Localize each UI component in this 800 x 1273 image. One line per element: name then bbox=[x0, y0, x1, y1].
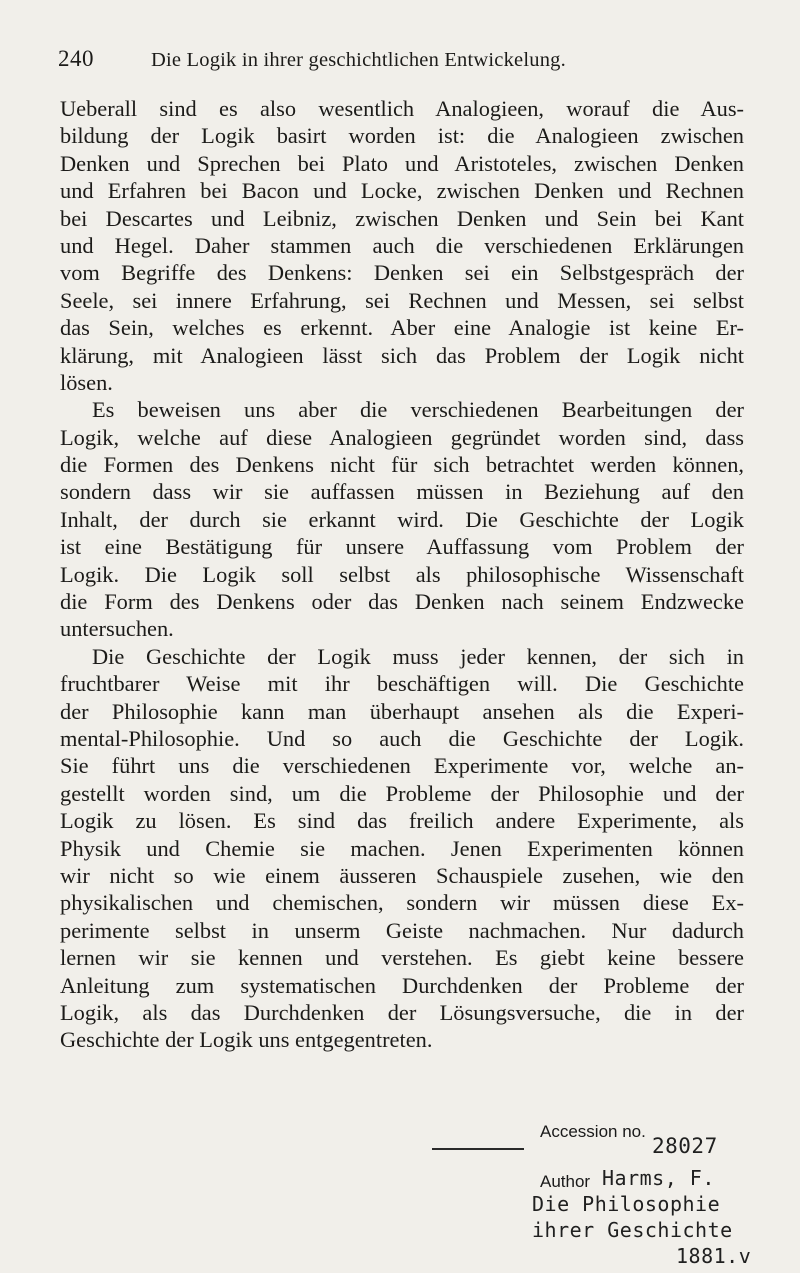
text-line: lernen wir sie kennen und verstehen. Es giebt keine bessere bbox=[60, 945, 744, 971]
library-catalog-card bbox=[532, 1122, 790, 1272]
card-title-line-1: Die Philosophie bbox=[532, 1192, 721, 1216]
text-line: Seele, sei innere Erfahrung, sei Rechnen und Messen, sei selbst bbox=[60, 287, 744, 313]
body-text bbox=[60, 95, 744, 1054]
text-line: die Form des Denkens oder das Denken nach seinem Endzwecke bbox=[60, 589, 744, 615]
text-line: Geschichte der Logik uns entgegentreten. bbox=[60, 1027, 433, 1053]
text-line: und Hegel. Daher stammen auch die verschiedenen Erklärungen bbox=[60, 232, 744, 258]
text-line: vom Begriffe des Denkens: Denken sei ein Selbstgespräch der bbox=[60, 260, 744, 286]
text-line: gestellt worden sind, um die Probleme der Philosophie und der bbox=[60, 780, 744, 806]
text-line: Ueberall sind es also wesentlich Analogieen, worauf die Aus- bbox=[60, 96, 744, 121]
text-line: bildung der Logik basirt worden ist: die Analogieen zwischen bbox=[60, 123, 744, 149]
accession-number: 28027 bbox=[652, 1134, 718, 1158]
text-line: bei Descartes und Leibniz, zwischen Denken und Sein bei Kant bbox=[60, 205, 744, 231]
text-line: sondern dass wir sie auffassen müssen in Beziehung auf den bbox=[60, 479, 744, 505]
page-number: 240 bbox=[58, 46, 94, 71]
text-line: Es beweisen uns aber die verschiedenen Bearbeitungen der bbox=[92, 397, 744, 423]
text-line: Denken und Sprechen bei Plato und Aristoteles, zwischen Denken bbox=[60, 150, 744, 176]
text-line: untersuchen. bbox=[60, 616, 174, 642]
text-line: Anleitung zum systematischen Durchdenken der Probleme der bbox=[60, 972, 744, 998]
text-line: Logik. Die Logik soll selbst als philosophische Wissenschaft bbox=[60, 561, 744, 587]
text-line: perimente selbst in unserm Geiste nachmachen. Nur dadurch bbox=[60, 917, 744, 943]
text-line: die Formen des Denkens nicht für sich betrachtet werden können, bbox=[60, 452, 744, 478]
text-line: mental-Philosophie. Und so auch die Geschichte der Logik. bbox=[60, 725, 744, 751]
text-line: lösen. bbox=[60, 369, 113, 395]
text-line: Logik, welche auf diese Analogieen gegründet worden sind, dass bbox=[60, 424, 744, 450]
text-line: Physik und Chemie sie machen. Jenen Experimenten können bbox=[60, 835, 744, 861]
card-year-line: 1881.v bbox=[676, 1244, 752, 1268]
text-line: Inhalt, der durch sie erkannt wird. Die Geschichte der Logik bbox=[60, 506, 744, 532]
running-head bbox=[58, 44, 748, 75]
text-line: Die Geschichte der Logik muss jeder kennen, der sich in bbox=[92, 643, 744, 669]
text-line: klärung, mit Analogieen lässt sich das Problem der Logik nicht bbox=[60, 342, 744, 368]
card-title-line-2: ihrer Geschichte bbox=[532, 1218, 733, 1242]
text-line: Sie führt uns die verschiedenen Experimente vor, welche an- bbox=[60, 753, 744, 779]
text-line: Logik, als das Durchdenken der Lösungsversuche, die in der bbox=[60, 999, 744, 1025]
running-title: Die Logik in ihrer geschichtlichen Entwickelung. bbox=[151, 49, 566, 71]
text-line: ist eine Bestätigung für unsere Auffassung vom Problem der bbox=[60, 534, 744, 560]
card-underline bbox=[432, 1148, 524, 1150]
text-line: das Sein, welches es erkennt. Aber eine Analogie ist keine Er- bbox=[60, 315, 744, 341]
author-label: Author bbox=[540, 1172, 591, 1191]
text-line: Logik zu lösen. Es sind das freilich andere Experimente, als bbox=[60, 808, 744, 834]
text-line: fruchtbarer Weise mit ihr beschäftigen will. Die Geschichte bbox=[60, 671, 744, 697]
text-line: physikalischen und chemischen, sondern wir müssen diese Ex- bbox=[60, 890, 744, 916]
accession-label: Accession no. bbox=[540, 1122, 646, 1141]
text-line: wir nicht so wie einem äusseren Schauspiele zusehen, wie den bbox=[60, 862, 744, 888]
author-value: Harms, F. bbox=[602, 1166, 715, 1190]
text-line: der Philosophie kann man überhaupt ansehen als die Experi- bbox=[60, 698, 744, 724]
text-line: und Erfahren bei Bacon und Locke, zwischen Denken und Rechnen bbox=[60, 178, 744, 204]
